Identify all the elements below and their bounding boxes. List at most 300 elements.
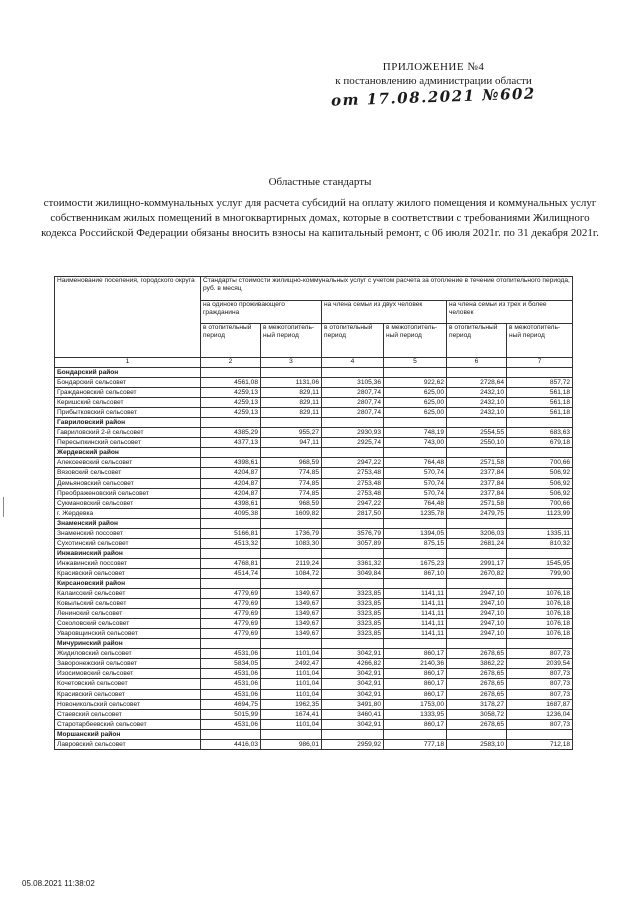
value-cell: 807,73 — [507, 649, 573, 659]
value-cell: 2947,10 — [447, 629, 507, 639]
value-cell: 1076,18 — [507, 609, 573, 619]
value-cell: 2678,65 — [447, 649, 507, 659]
value-cell: 1349,67 — [261, 609, 322, 619]
table-row — [55, 709, 573, 719]
value-cell: 570,74 — [384, 468, 447, 478]
value-cell: 2140,36 — [384, 659, 447, 669]
value-cell: 2119,24 — [261, 558, 322, 568]
empty-cell — [384, 448, 447, 458]
settlement-name: Лавровский сельсовет — [55, 739, 201, 749]
value-cell: 1141,11 — [384, 629, 447, 639]
value-cell: 2571,58 — [447, 458, 507, 468]
table-row — [55, 629, 573, 639]
value-cell: 3178,27 — [447, 699, 507, 709]
empty-cell — [322, 518, 384, 528]
empty-cell — [507, 448, 573, 458]
value-cell: 774,85 — [261, 488, 322, 498]
value-cell: 875,15 — [384, 538, 447, 548]
empty-cell — [322, 548, 384, 558]
empty-cell — [201, 448, 261, 458]
settlement-name: Преображеновский сельсовет — [55, 488, 201, 498]
value-cell: 922,62 — [384, 378, 447, 388]
header-heating-period: в отопительный период — [322, 324, 384, 358]
table-row — [55, 689, 573, 699]
region-name: Кирсановский район — [55, 578, 201, 588]
empty-cell — [322, 368, 384, 378]
value-cell: 2377,84 — [447, 478, 507, 488]
settlement-name: Инжавинский поссовет — [55, 558, 201, 568]
value-cell: 1076,18 — [507, 599, 573, 609]
value-cell: 4385,29 — [201, 428, 261, 438]
header-settlement-name: Наименование поселения, городского округа — [55, 277, 201, 358]
value-cell: 4259,13 — [201, 398, 261, 408]
value-cell: 3323,85 — [322, 589, 384, 599]
value-cell: 807,73 — [507, 669, 573, 679]
column-number: 6 — [447, 358, 507, 368]
value-cell: 3323,85 — [322, 609, 384, 619]
region-row — [55, 578, 573, 588]
value-cell: 506,92 — [507, 468, 573, 478]
value-cell: 860,17 — [384, 649, 447, 659]
region-name: Мичуринский район — [55, 639, 201, 649]
region-name: Гавриловский район — [55, 418, 201, 428]
table-row — [55, 458, 573, 468]
settlement-name: Знаменский поссовет — [55, 528, 201, 538]
value-cell: 2678,65 — [447, 719, 507, 729]
value-cell: 1101,04 — [261, 669, 322, 679]
settlement-name: Калаисский сельсовет — [55, 589, 201, 599]
value-cell: 1101,04 — [261, 719, 322, 729]
value-cell: 2807,74 — [322, 398, 384, 408]
value-cell: 1123,99 — [507, 508, 573, 518]
attachment-reference: к постановлению администрации области — [335, 75, 532, 87]
standards-table — [54, 276, 573, 750]
empty-cell — [384, 418, 447, 428]
value-cell: 3042,91 — [322, 689, 384, 699]
empty-cell — [201, 578, 261, 588]
empty-cell — [384, 548, 447, 558]
value-cell: 1349,67 — [261, 589, 322, 599]
header-single-person: на одиноко проживающего гражданина — [201, 301, 322, 324]
value-cell: 829,11 — [261, 388, 322, 398]
column-number: 5 — [384, 358, 447, 368]
value-cell: 1101,04 — [261, 649, 322, 659]
empty-cell — [201, 368, 261, 378]
value-cell: 4266,82 — [322, 659, 384, 669]
value-cell: 679,18 — [507, 438, 573, 448]
settlement-name: Пересыпкинский сельсовет — [55, 438, 201, 448]
empty-cell — [201, 518, 261, 528]
settlement-name: г. Жердевка — [55, 508, 201, 518]
value-cell: 2753,48 — [322, 478, 384, 488]
empty-cell — [507, 639, 573, 649]
table-row — [55, 558, 573, 568]
value-cell: 2991,17 — [447, 558, 507, 568]
table-row — [55, 619, 573, 629]
value-cell: 2681,24 — [447, 538, 507, 548]
settlement-name: Ленинский сельсовет — [55, 609, 201, 619]
empty-cell — [384, 639, 447, 649]
empty-cell — [507, 368, 573, 378]
value-cell: 4259,13 — [201, 408, 261, 418]
header-non-heating-period: в межотопитель-ный период — [384, 324, 447, 358]
value-cell: 4513,32 — [201, 538, 261, 548]
table-row — [55, 649, 573, 659]
value-cell: 743,00 — [384, 438, 447, 448]
value-cell: 625,00 — [384, 398, 447, 408]
value-cell: 570,74 — [384, 478, 447, 488]
value-cell: 955,27 — [261, 428, 322, 438]
value-cell: 1101,04 — [261, 679, 322, 689]
value-cell: 4377,13 — [201, 438, 261, 448]
value-cell: 1141,11 — [384, 619, 447, 629]
table-row — [55, 739, 573, 749]
value-cell: 2947,10 — [447, 589, 507, 599]
header-non-heating-period: в межотопитель-ный период — [507, 324, 573, 358]
print-timestamp: 05.08.2021 11:38:02 — [22, 879, 95, 888]
value-cell: 807,73 — [507, 689, 573, 699]
document-subtitle: стоимости жилищно-коммунальных услуг для расчета субсидий на оплату жилого помещения и коммунальных услуг собственникам жилых помещений в многоквартирных домах, которые в соответствии с требованиями Жилищного кодекса Российской Федерации обязаны вносить взносы на капитальный ремонт, с 06 июля 2021г. по 31 декабря 2021г. — [41, 197, 599, 239]
value-cell: 1609,82 — [261, 508, 322, 518]
table-row — [55, 408, 573, 418]
table-row — [55, 508, 573, 518]
value-cell: 799,90 — [507, 568, 573, 578]
value-cell: 4779,69 — [201, 599, 261, 609]
value-cell: 968,59 — [261, 498, 322, 508]
value-cell: 570,74 — [384, 488, 447, 498]
value-cell: 2930,93 — [322, 428, 384, 438]
table-row — [55, 699, 573, 709]
value-cell: 857,72 — [507, 378, 573, 388]
settlement-name: Гавриловский 2-й сельсовет — [55, 428, 201, 438]
value-cell: 968,59 — [261, 458, 322, 468]
value-cell: 1394,05 — [384, 528, 447, 538]
attachment-header — [330, 60, 537, 110]
empty-cell — [447, 578, 507, 588]
column-number: 7 — [507, 358, 573, 368]
value-cell: 561,18 — [507, 408, 573, 418]
region-name: Инжавинский район — [55, 548, 201, 558]
value-cell: 3105,36 — [322, 378, 384, 388]
empty-cell — [261, 729, 322, 739]
margin-mark — [3, 497, 6, 517]
value-cell: 1141,11 — [384, 609, 447, 619]
settlement-name: Соколовский сельсовет — [55, 619, 201, 629]
table-row — [55, 388, 573, 398]
header-non-heating-period: в межотопитель-ный период — [261, 324, 322, 358]
settlement-name: Красивский сельсовет — [55, 689, 201, 699]
value-cell: 777,18 — [384, 739, 447, 749]
value-cell: 4779,69 — [201, 609, 261, 619]
value-cell: 1236,04 — [507, 709, 573, 719]
empty-cell — [447, 729, 507, 739]
region-row — [55, 418, 573, 428]
value-cell: 1076,18 — [507, 619, 573, 629]
settlement-name: Прибытковский сельсовет — [55, 408, 201, 418]
region-row — [55, 548, 573, 558]
value-cell: 3058,72 — [447, 709, 507, 719]
value-cell: 1962,35 — [261, 699, 322, 709]
empty-cell — [322, 418, 384, 428]
value-cell: 860,17 — [384, 669, 447, 679]
empty-cell — [201, 418, 261, 428]
value-cell: 4204,87 — [201, 488, 261, 498]
value-cell: 810,32 — [507, 538, 573, 548]
value-cell: 748,19 — [384, 428, 447, 438]
value-cell: 947,11 — [261, 438, 322, 448]
settlement-name: Уваровщинский сельсовет — [55, 629, 201, 639]
value-cell: 561,18 — [507, 398, 573, 408]
value-cell: 1076,18 — [507, 589, 573, 599]
value-cell: 3206,03 — [447, 528, 507, 538]
attachment-title: ПРИЛОЖЕНИЕ №4 — [382, 61, 485, 73]
empty-cell — [447, 639, 507, 649]
empty-cell — [384, 368, 447, 378]
settlement-name: Стаевский сельсовет — [55, 709, 201, 719]
region-row — [55, 639, 573, 649]
empty-cell — [447, 548, 507, 558]
value-cell: 4095,38 — [201, 508, 261, 518]
value-cell: 2728,64 — [447, 378, 507, 388]
value-cell: 4561,08 — [201, 378, 261, 388]
value-cell: 1349,67 — [261, 619, 322, 629]
empty-cell — [201, 548, 261, 558]
value-cell: 1235,78 — [384, 508, 447, 518]
region-row — [55, 368, 573, 378]
table-row — [55, 679, 573, 689]
value-cell: 986,01 — [261, 739, 322, 749]
value-cell: 2947,10 — [447, 619, 507, 629]
value-cell: 2678,65 — [447, 689, 507, 699]
column-number: 2 — [201, 358, 261, 368]
settlement-name: Заворонежский сельсовет — [55, 659, 201, 669]
value-cell: 3361,32 — [322, 558, 384, 568]
value-cell: 4259,13 — [201, 388, 261, 398]
table-row — [55, 428, 573, 438]
value-cell: 2947,10 — [447, 599, 507, 609]
value-cell: 4779,69 — [201, 629, 261, 639]
settlement-name: Красивский сельсовет — [55, 568, 201, 578]
value-cell: 5166,81 — [201, 528, 261, 538]
value-cell: 4768,81 — [201, 558, 261, 568]
value-cell: 3042,91 — [322, 649, 384, 659]
value-cell: 3042,91 — [322, 679, 384, 689]
table-row — [55, 589, 573, 599]
empty-cell — [447, 518, 507, 528]
empty-cell — [201, 729, 261, 739]
settlement-name: Сухотинский сельсовет — [55, 538, 201, 548]
region-row — [55, 448, 573, 458]
value-cell: 2753,48 — [322, 488, 384, 498]
value-cell: 1141,11 — [384, 589, 447, 599]
header-heating-period: в отопительный период — [201, 324, 261, 358]
table-row — [55, 609, 573, 619]
empty-cell — [507, 729, 573, 739]
table-row — [55, 468, 573, 478]
value-cell: 2807,74 — [322, 388, 384, 398]
empty-cell — [261, 368, 322, 378]
value-cell: 3576,79 — [322, 528, 384, 538]
value-cell: 2959,92 — [322, 739, 384, 749]
value-cell: 1675,23 — [384, 558, 447, 568]
value-cell: 700,66 — [507, 458, 573, 468]
value-cell: 774,85 — [261, 478, 322, 488]
value-cell: 1101,04 — [261, 689, 322, 699]
table-row — [55, 599, 573, 609]
value-cell: 1083,30 — [261, 538, 322, 548]
empty-cell — [261, 639, 322, 649]
settlement-name: Жидиловский сельсовет — [55, 649, 201, 659]
empty-cell — [384, 729, 447, 739]
value-cell: 4204,87 — [201, 478, 261, 488]
value-cell: 2377,84 — [447, 488, 507, 498]
header-three-plus-family: на члена семьи из трех и более человек — [447, 301, 573, 324]
value-cell: 3460,41 — [322, 709, 384, 719]
empty-cell — [261, 448, 322, 458]
value-cell: 1141,11 — [384, 599, 447, 609]
value-cell: 683,63 — [507, 428, 573, 438]
empty-cell — [322, 729, 384, 739]
value-cell: 2571,58 — [447, 498, 507, 508]
table-row — [55, 669, 573, 679]
empty-cell — [447, 368, 507, 378]
region-name: Жердевский район — [55, 448, 201, 458]
value-cell: 860,17 — [384, 719, 447, 729]
region-row — [55, 518, 573, 528]
empty-cell — [507, 418, 573, 428]
value-cell: 700,66 — [507, 498, 573, 508]
empty-cell — [384, 578, 447, 588]
value-cell: 2678,65 — [447, 679, 507, 689]
empty-cell — [322, 448, 384, 458]
empty-cell — [447, 448, 507, 458]
value-cell: 807,73 — [507, 679, 573, 689]
column-number: 4 — [322, 358, 384, 368]
value-cell: 1333,95 — [384, 709, 447, 719]
value-cell: 5834,05 — [201, 659, 261, 669]
table-row — [55, 498, 573, 508]
settlement-name: Ковыльский сельсовет — [55, 599, 201, 609]
table-row — [55, 568, 573, 578]
value-cell: 2753,48 — [322, 468, 384, 478]
value-cell: 3042,91 — [322, 669, 384, 679]
value-cell: 774,85 — [261, 468, 322, 478]
value-cell: 2550,10 — [447, 438, 507, 448]
region-name: Моршанский район — [55, 729, 201, 739]
document-title: Областные стандарты — [268, 176, 372, 188]
value-cell: 4694,75 — [201, 699, 261, 709]
header-two-person-family: на члена семьи из двух человек — [322, 301, 447, 324]
value-cell: 829,11 — [261, 408, 322, 418]
value-cell: 1131,06 — [261, 378, 322, 388]
empty-cell — [507, 548, 573, 558]
empty-cell — [261, 548, 322, 558]
settlement-name: Старотарбеевский сельсовет — [55, 719, 201, 729]
value-cell: 2432,10 — [447, 398, 507, 408]
value-cell: 860,17 — [384, 689, 447, 699]
region-row — [55, 729, 573, 739]
value-cell: 829,11 — [261, 398, 322, 408]
value-cell: 2432,10 — [447, 408, 507, 418]
value-cell: 506,92 — [507, 478, 573, 488]
value-cell: 764,48 — [384, 458, 447, 468]
table-row — [55, 398, 573, 408]
value-cell: 2583,10 — [447, 739, 507, 749]
value-cell: 4779,69 — [201, 619, 261, 629]
value-cell: 1084,72 — [261, 568, 322, 578]
value-cell: 3323,85 — [322, 619, 384, 629]
empty-cell — [322, 639, 384, 649]
value-cell: 4416,03 — [201, 739, 261, 749]
value-cell: 2377,84 — [447, 468, 507, 478]
value-cell: 4204,87 — [201, 468, 261, 478]
table-row — [55, 478, 573, 488]
empty-cell — [201, 639, 261, 649]
value-cell: 4398,61 — [201, 498, 261, 508]
settlement-name: Сукмановский сельсовет — [55, 498, 201, 508]
value-cell: 2947,22 — [322, 498, 384, 508]
value-cell: 1753,00 — [384, 699, 447, 709]
value-cell: 2947,22 — [322, 458, 384, 468]
header-standards-group: Стандарты стоимости жилищно-коммунальных услуг с учетом расчета за отопление в течение отопительного периода, руб. в месяц — [201, 277, 573, 301]
settlement-name: Граждановский сельсовет — [55, 388, 201, 398]
value-cell: 3323,85 — [322, 629, 384, 639]
value-cell: 625,00 — [384, 408, 447, 418]
value-cell: 3862,22 — [447, 659, 507, 669]
value-cell: 1736,79 — [261, 528, 322, 538]
value-cell: 1687,87 — [507, 699, 573, 709]
settlement-name: Вязовский сельсовет — [55, 468, 201, 478]
value-cell: 561,18 — [507, 388, 573, 398]
table-row — [55, 538, 573, 548]
settlement-name: Керишский сельсовет — [55, 398, 201, 408]
value-cell: 3323,85 — [322, 599, 384, 609]
empty-cell — [261, 418, 322, 428]
header-heating-period: в отопительный период — [447, 324, 507, 358]
value-cell: 4531,06 — [201, 649, 261, 659]
value-cell: 4531,06 — [201, 719, 261, 729]
empty-cell — [322, 578, 384, 588]
value-cell: 2039,54 — [507, 659, 573, 669]
value-cell: 2925,74 — [322, 438, 384, 448]
value-cell: 807,73 — [507, 719, 573, 729]
column-number: 1 — [55, 358, 201, 368]
value-cell: 4531,06 — [201, 689, 261, 699]
value-cell: 625,00 — [384, 388, 447, 398]
table-row — [55, 378, 573, 388]
empty-cell — [447, 418, 507, 428]
value-cell: 1674,41 — [261, 709, 322, 719]
column-number: 3 — [261, 358, 322, 368]
empty-cell — [261, 578, 322, 588]
value-cell: 2554,55 — [447, 428, 507, 438]
value-cell: 506,92 — [507, 488, 573, 498]
settlement-name: Бондарский сельсовет — [55, 378, 201, 388]
value-cell: 3042,91 — [322, 719, 384, 729]
settlement-name: Новоникольский сельсовет — [55, 699, 201, 709]
value-cell: 4531,06 — [201, 679, 261, 689]
value-cell: 764,48 — [384, 498, 447, 508]
settlement-name: Алексеевский сельсовет — [55, 458, 201, 468]
value-cell: 2807,74 — [322, 408, 384, 418]
value-cell: 1076,18 — [507, 629, 573, 639]
value-cell: 4531,06 — [201, 669, 261, 679]
value-cell: 4398,61 — [201, 458, 261, 468]
value-cell: 1545,95 — [507, 558, 573, 568]
value-cell: 2817,50 — [322, 508, 384, 518]
settlement-name: Кочетовский сельсовет — [55, 679, 201, 689]
table-row — [55, 528, 573, 538]
